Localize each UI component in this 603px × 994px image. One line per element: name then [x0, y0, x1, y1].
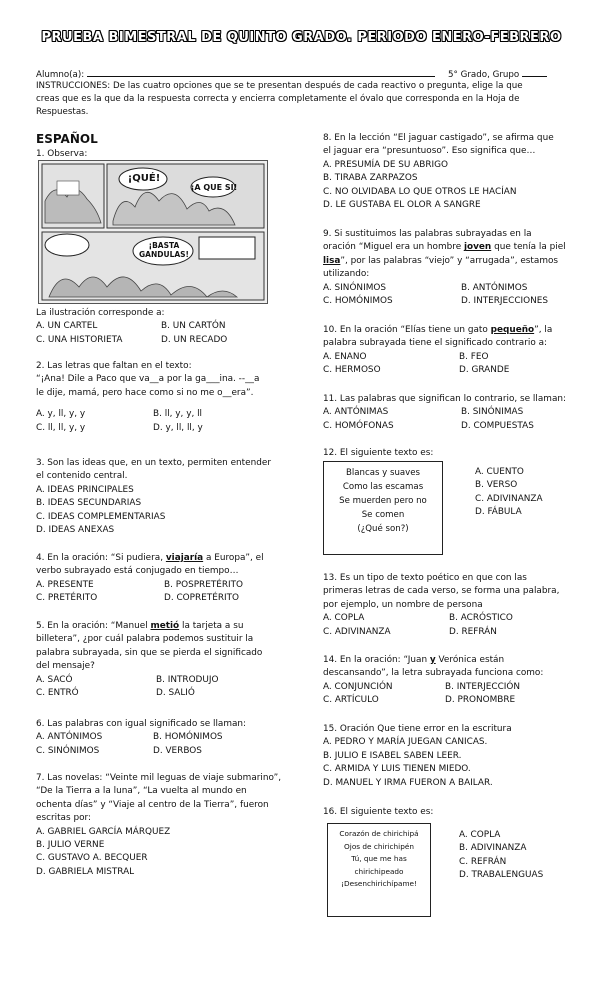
q9-option-b[interactable]: B. ANTÓNIMOS: [461, 282, 528, 293]
q10-pre: 10. En la oración “Elías tiene un gato: [323, 325, 491, 335]
question-12: [323, 447, 433, 460]
bubble-text-a-que-si: ¡A QUE SI!: [190, 183, 238, 192]
q13-line-1: 13. Es un tipo de texto poético en que con las: [323, 573, 527, 583]
q4-post: a Europa”, el: [203, 553, 264, 563]
q7-option-b[interactable]: B. JULIO VERNE: [36, 840, 105, 851]
q4-option-d[interactable]: D. COPRETÉRITO: [164, 593, 240, 604]
question-14: [323, 654, 585, 708]
q5-underlined-word: metió: [150, 621, 180, 631]
q13-option-a[interactable]: A. COPLA: [323, 613, 365, 624]
q12-box-line-1: Blancas y suaves: [345, 468, 421, 478]
q12-option-d[interactable]: D. FÁBULA: [475, 507, 522, 518]
q4-line-1: [36, 552, 296, 565]
q9-option-c[interactable]: C. HOMÓNIMOS: [323, 296, 393, 307]
question-5: [36, 620, 296, 700]
q6-option-c[interactable]: C. SINÓNIMOS: [36, 745, 100, 756]
q14-pre: 14. En la oración: “Juan: [323, 655, 430, 665]
q1-option-b[interactable]: B. UN CARTÓN: [161, 321, 226, 332]
q6-option-a[interactable]: A. ANTÓNIMOS: [36, 732, 103, 743]
q5-line-2: billetera”, ¿por cuál palabra podemos sustituir la: [36, 634, 254, 645]
q5-line-4: del mensaje?: [36, 661, 95, 672]
q9-post-2: ”, por las palabras “viejo” y “arrugada”, estamos: [340, 255, 559, 266]
q5-option-d[interactable]: D. SALIÓ: [156, 688, 195, 699]
q16-box-line-1: Corazón de chirichipá: [339, 829, 419, 838]
q16-option-d[interactable]: D. TRABALENGUAS: [459, 870, 544, 881]
q12-stem: 12. El siguiente texto es:: [323, 448, 434, 458]
q15-option-d[interactable]: D. MANUEL Y IRMA FUERON A BAILAR.: [323, 777, 493, 788]
bubble-text-que: ¡QUÉ!: [127, 173, 161, 184]
q11-option-b[interactable]: B. SINÓNIMAS: [461, 407, 524, 418]
q9-line-3: [323, 255, 585, 268]
q4-option-a[interactable]: A. PRESENTE: [36, 579, 94, 590]
q16-box-line-5: ¡Desenchirichípame!: [341, 879, 417, 888]
q7-option-d[interactable]: D. GABRIELA MISTRAL: [36, 866, 135, 877]
q5-line-3: palabra subrayada, sin que se pierda el significado: [36, 647, 263, 658]
q9-line-4: utilizando:: [323, 269, 370, 280]
q13-option-c[interactable]: C. ADIVINANZA: [323, 626, 391, 637]
q5-option-c[interactable]: C. ENTRÓ: [36, 688, 79, 699]
q16-option-c[interactable]: C. REFRÁN: [459, 856, 507, 867]
q1-option-c[interactable]: C. UNA HISTORIETA: [36, 334, 123, 345]
q9-underlined-word-1: joven: [463, 242, 492, 253]
q16-stem: 16. El siguiente texto es:: [323, 807, 434, 817]
q14-underlined-word: y: [429, 655, 436, 665]
question-11: [323, 393, 585, 433]
q13-line-2: primeras letras de cada verso, se forma una palabra,: [323, 586, 560, 597]
q14-option-a[interactable]: A. CONJUNCIÓN: [323, 681, 393, 692]
question-10: [323, 324, 585, 378]
question-15: [323, 723, 585, 790]
q8-option-c[interactable]: C. NO OLVIDABA LO QUE OTROS LE HACÍAN: [323, 186, 517, 197]
question-16: [323, 806, 433, 819]
question-13: [323, 572, 585, 639]
q14-option-d[interactable]: D. PRONOMBRE: [445, 695, 516, 706]
q13-option-b[interactable]: B. ACRÓSTICO: [449, 613, 513, 624]
comic-illustration: [38, 160, 268, 304]
q8-option-b[interactable]: B. TIRABA ZARPAZOS: [323, 173, 418, 184]
q16-box-line-2: Ojos de chirichipén: [344, 841, 414, 851]
q4-option-b[interactable]: B. POSPRETÉRITO: [164, 579, 244, 590]
q1-stem: 1. Observa:: [36, 149, 88, 159]
q15-option-b[interactable]: B. JULIO E ISABEL SABEN LEER.: [323, 750, 462, 761]
q7-line-2: “De la Tierra a la luna”, “La vuelta al mundo en: [36, 786, 247, 797]
q11-option-c[interactable]: C. HOMÓFONAS: [323, 420, 394, 431]
q10-option-c[interactable]: C. HERMOSO: [323, 365, 381, 376]
question-6: [36, 718, 296, 758]
question-7: [36, 772, 296, 879]
q3-option-a[interactable]: A. IDEAS PRINCIPALES: [36, 484, 134, 495]
q15-option-c[interactable]: C. ARMIDA Y LUIS TIENEN MIEDO.: [323, 764, 471, 775]
q13-line-3: por ejemplo, un nombre de persona: [323, 599, 483, 610]
instructions-line-3: Respuestas.: [36, 107, 89, 117]
student-name-blank[interactable]: [87, 67, 435, 77]
q3-option-d[interactable]: D. IDEAS ANEXAS: [36, 525, 115, 536]
q9-option-a[interactable]: A. SINÓNIMOS: [323, 282, 386, 293]
q16-options: [459, 829, 543, 883]
bubble-text-basta: ¡BASTA GANDULAS!: [139, 241, 189, 259]
q12-box-line-5: (¿Qué son?): [357, 524, 409, 534]
q11-stem: 11. Las palabras que significan lo contrario, se llaman:: [323, 394, 566, 404]
q12-option-a[interactable]: A. CUENTO: [475, 467, 524, 477]
q7-line-4: escritas por:: [36, 813, 91, 824]
q14-line-1: [323, 654, 585, 667]
q10-line-2: palabra subrayada tiene el significado contrario a:: [323, 338, 548, 349]
alumno-label: Alumno(a):: [36, 70, 85, 80]
q12-option-c[interactable]: C. ADIVINANZA: [475, 493, 543, 504]
q5-post: la tarjeta a su: [179, 621, 244, 631]
q2-option-a[interactable]: A. y, ll, y, y: [36, 409, 86, 420]
question-9: [323, 228, 585, 308]
q11-option-a[interactable]: A. ANTÓNIMAS: [323, 407, 389, 418]
q6-stem: 6. Las palabras con igual significado se llaman:: [36, 719, 247, 729]
q3-option-c[interactable]: C. IDEAS COMPLEMENTARIAS: [36, 511, 166, 522]
question-2: [36, 360, 296, 435]
q6-option-b[interactable]: B. HOMÓNIMOS: [153, 732, 223, 743]
instructions-line-1: INSTRUCCIONES: De las cuatro opciones que se te presentan después de cada reactivo o pregunta, elige la que: [36, 81, 523, 91]
q7-line-3: ochenta días” y “Viaje al centro de la Tierra”, fueron: [36, 799, 269, 810]
question-4: [36, 552, 296, 606]
q2-option-d[interactable]: D. y, ll, ll, y: [153, 422, 203, 433]
q7-line-1: 7. Las novelas: “Veinte mil leguas de viaje submarino”,: [36, 773, 282, 783]
q8-option-d[interactable]: D. LE GUSTABA EL OLOR A SANGRE: [323, 200, 481, 211]
q13-option-d[interactable]: D. REFRÁN: [449, 626, 497, 637]
q15-option-a[interactable]: A. PEDRO Y MARÍA JUEGAN CANICAS.: [323, 737, 488, 748]
q16-box-line-3: Tú, que me has: [351, 854, 407, 863]
q9-line-2: [323, 241, 585, 254]
q8-option-a[interactable]: A. PRESUMÍA DE SU ABRIGO: [323, 159, 448, 170]
q10-post: ”, la: [534, 325, 553, 335]
q16-box-line-4: chirichipeado: [354, 866, 404, 876]
q3-line-1: 3. Son las ideas que, en un texto, permiten entender: [36, 458, 271, 468]
q9-option-d[interactable]: D. INTERJECCIONES: [461, 296, 549, 307]
q5-pre: 5. En la oración: “Manuel: [36, 621, 151, 631]
q3-line-2: el contenido central.: [36, 471, 128, 482]
instructions-line-2: creas que es la que da la respuesta correcta y encierra completamente el óvalo que corresponda en la Hoja de: [36, 94, 520, 104]
q15-stem: 15. Oración Que tiene error en la escritura: [323, 724, 512, 734]
q8-line-2: el jaguar era “presuntuoso”. Eso significa que…: [323, 146, 536, 157]
section-title: ESPAÑOL: [36, 132, 98, 146]
q4-line-2: verbo subrayado está conjugado en tiempo…: [36, 566, 239, 577]
q1-option-a[interactable]: A. UN CARTEL: [36, 321, 98, 332]
question-3: [36, 457, 296, 537]
q14-option-b[interactable]: B. INTERJECCIÓN: [445, 681, 521, 692]
q1-option-d[interactable]: D. UN RECADO: [161, 334, 228, 345]
q12-box-line-2: Como las escamas: [342, 482, 424, 492]
q11-option-d[interactable]: D. COMPUESTAS: [461, 420, 534, 431]
q1-after: La ilustración corresponde a:: [36, 308, 165, 318]
q4-option-c[interactable]: C. PRETÉRITO: [36, 593, 98, 604]
q2-line-1: 2. Las letras que faltan en el texto:: [36, 361, 192, 371]
q16-text-box: [327, 823, 431, 917]
exam-title: PRUEBA BIMESTRAL DE QUINTO GRADO. PERIODO ENERO-FEBRERO: [41, 30, 562, 45]
q7-option-c[interactable]: C. GUSTAVO A. BECQUER: [36, 853, 148, 864]
q2-line-3: le dije, mamá, pero hace como si no me o__era”.: [36, 387, 254, 398]
q14-post: Verónica están: [435, 655, 505, 665]
q9-line-1: 9. Si sustituimos las palabras subrayadas en la: [323, 229, 532, 239]
q12-option-b[interactable]: B. VERSO: [475, 480, 518, 491]
q5-line-1: [36, 620, 296, 633]
q5-option-b[interactable]: B. INTRODUJO: [156, 674, 219, 685]
q3-option-b[interactable]: B. IDEAS SECUNDARIAS: [36, 498, 142, 509]
q10-option-b[interactable]: B. FEO: [459, 351, 489, 362]
q12-box-line-3: Se muerden pero no: [339, 496, 427, 506]
group-blank[interactable]: [522, 67, 547, 77]
q2-option-b[interactable]: B. ll, y, y, ll: [153, 409, 203, 420]
q10-underlined-word: pequeño: [490, 325, 535, 335]
q8-line-1: 8. En la lección “El jaguar castigado”, se afirma que: [323, 133, 554, 143]
q2-line-2: “¡Ana! Dile a Paco que va__a por la ga___ina. --__a: [36, 374, 260, 385]
question-8: [323, 132, 554, 212]
q6-option-d[interactable]: D. VERBOS: [153, 745, 202, 756]
q10-option-a[interactable]: A. ENANO: [323, 351, 367, 362]
q4-underlined-word: viajaría: [165, 553, 204, 563]
q10-line-1: [323, 324, 585, 337]
q16-option-b[interactable]: B. ADIVINANZA: [459, 843, 527, 854]
q2-option-c[interactable]: C. ll, ll, y, y: [36, 422, 86, 433]
q14-option-c[interactable]: C. ARTÍCULO: [323, 695, 379, 706]
q9-pre: oración “Miguel era un hombre: [323, 242, 464, 253]
q12-text-box: [323, 461, 443, 555]
q12-box-line-4: Se comen: [361, 510, 405, 520]
question-1-options: [36, 307, 286, 347]
q9-underlined-word-2: lisa: [323, 255, 341, 266]
grado-label: 5° Grado, Grupo: [448, 70, 520, 80]
q5-option-a[interactable]: A. SACÓ: [36, 674, 73, 685]
q9-post: que tenía la piel: [491, 242, 566, 253]
q4-pre: 4. En la oración: “Si pudiera,: [36, 553, 166, 563]
q10-option-d[interactable]: D. GRANDE: [459, 365, 510, 376]
q14-line-2: descansando”, la letra subrayada funciona como:: [323, 668, 544, 679]
q12-options: [475, 466, 543, 520]
q16-option-a[interactable]: A. COPLA: [459, 830, 501, 840]
q7-option-a[interactable]: A. GABRIEL GARCÍA MÁRQUEZ: [36, 826, 171, 837]
